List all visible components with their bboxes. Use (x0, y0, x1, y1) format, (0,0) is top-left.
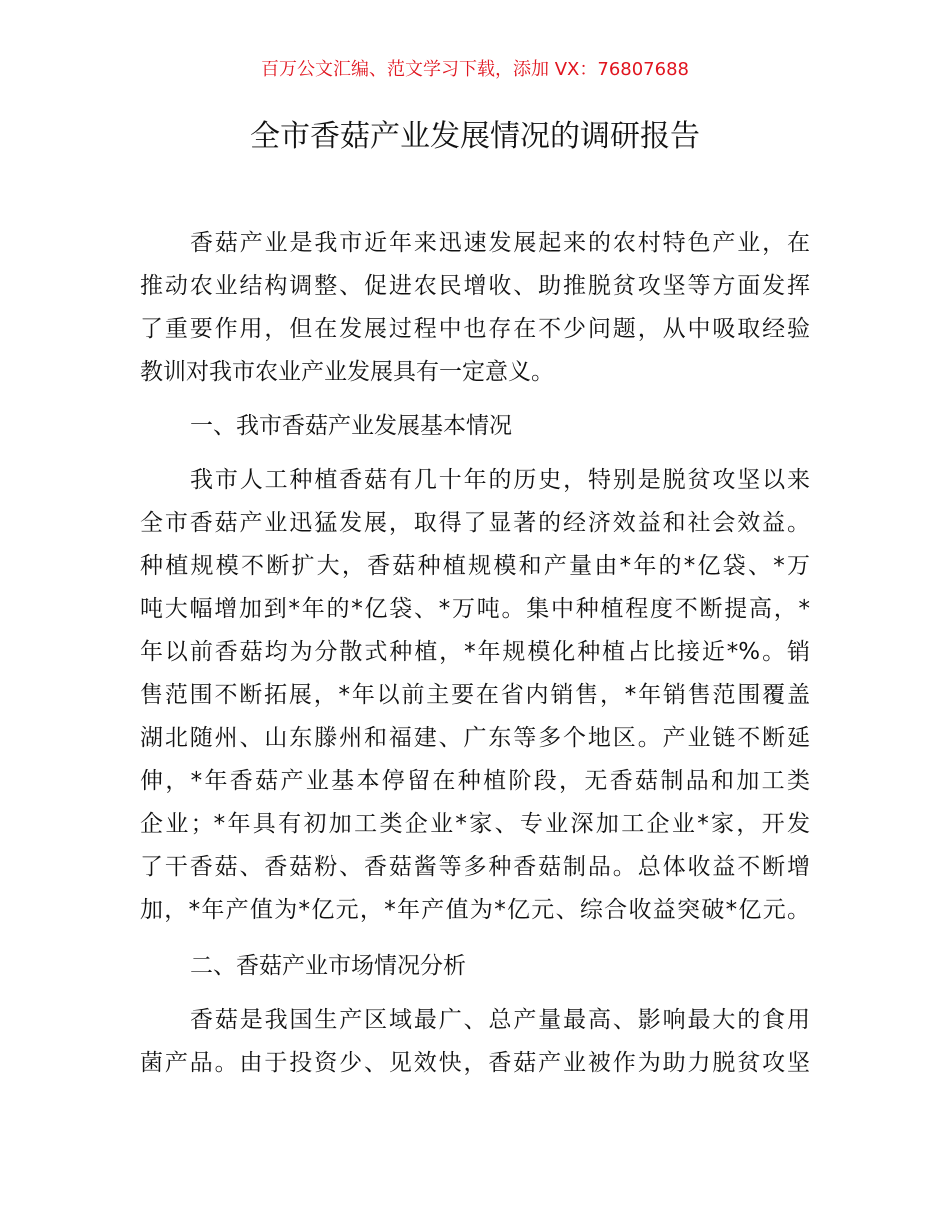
paragraph-line: 售范围不断拓展，*年以前主要在省内销售，*年销售范围覆盖 (140, 682, 810, 708)
paragraph-line: 了干香菇、香菇粉、香菇酱等多种香菇制品。总体收益不断增 (140, 854, 810, 880)
paragraph-line: 加，*年产值为*亿元，*年产值为*亿元、综合收益突破*亿元。 (140, 897, 810, 923)
section-heading: 二、香菇产业市场情况分析 (190, 953, 466, 979)
document-title: 全市香菇产业发展情况的调研报告 (250, 119, 700, 154)
paragraph-line: 伸，*年香菇产业基本停留在种植阶段，无香菇制品和加工类 (140, 768, 810, 794)
paragraph-line: 全市香菇产业迅猛发展，取得了显著的经济效益和社会效益。 (140, 510, 810, 536)
paragraph-line: 吨大幅增加到*年的*亿袋、*万吨。集中种植程度不断提高，* (140, 596, 810, 622)
paragraph-line: 了重要作用，但在发展过程中也存在不少问题，从中吸取经验 (140, 316, 810, 342)
paragraph-line: 香菇产业是我市近年来迅速发展起来的农村特色产业，在 (190, 230, 810, 256)
paragraph-line: 我市人工种植香菇有几十年的历史，特别是脱贫攻坚以来 (190, 467, 810, 493)
paragraph-line: 菌产品。由于投资少、见效快，香菇产业被作为助力脱贫攻坚 (140, 1050, 810, 1076)
download-notice: 百万公文汇编、范文学习下载，添加 VX：76807688 (261, 59, 689, 80)
paragraph-line: 香菇是我国生产区域最广、总产量最高、影响最大的食用 (190, 1007, 810, 1033)
paragraph-line: 年以前香菇均为分散式种植，*年规模化种植占比接近*%。销 (140, 639, 810, 665)
paragraph-line: 教训对我市农业产业发展具有一定意义。 (140, 359, 554, 385)
paragraph-line: 种植规模不断扩大，香菇种植规模和产量由*年的*亿袋、*万 (140, 553, 810, 579)
paragraph-line: 企业；*年具有初加工类企业*家、专业深加工企业*家，开发 (140, 811, 810, 837)
paragraph-line: 推动农业结构调整、促进农民增收、助推脱贫攻坚等方面发挥 (140, 273, 810, 299)
section-heading: 一、我市香菇产业发展基本情况 (190, 413, 512, 439)
paragraph-line: 湖北随州、山东滕州和福建、广东等多个地区。产业链不断延 (140, 725, 810, 751)
